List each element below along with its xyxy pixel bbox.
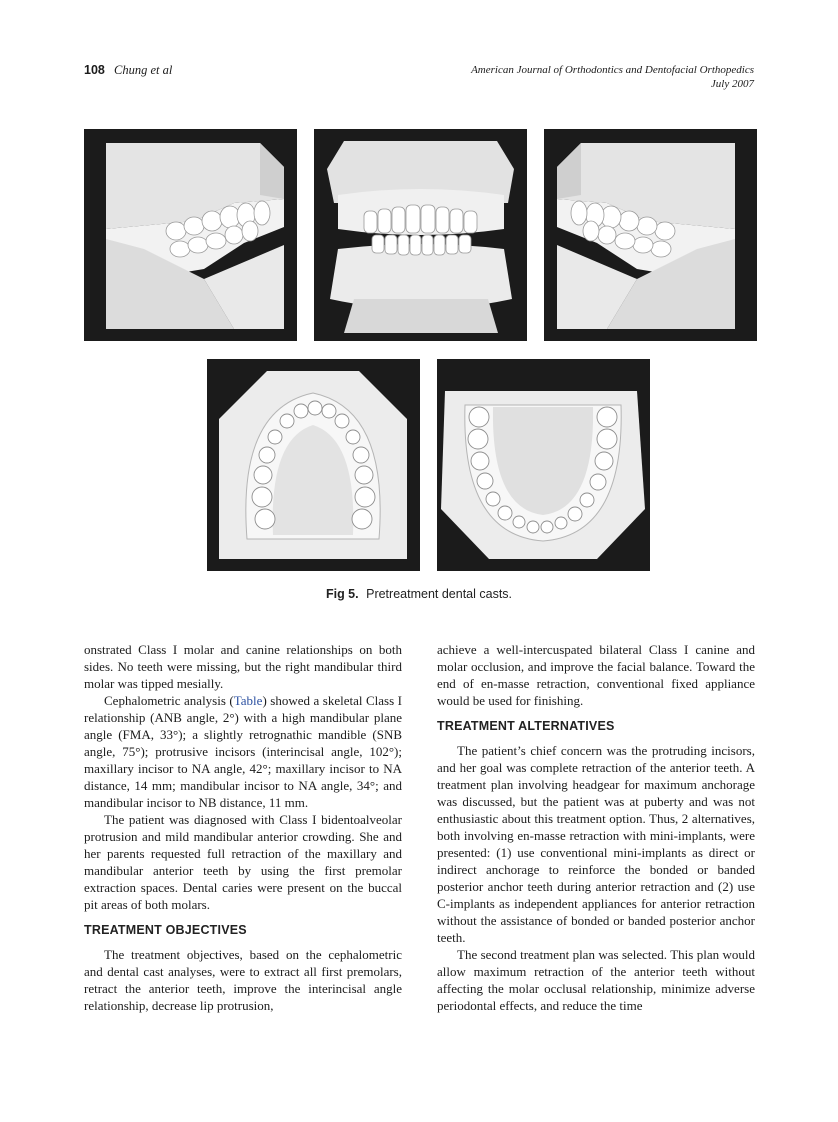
section-heading-objectives: TREATMENT OBJECTIVES	[84, 923, 247, 937]
journal-title: American Journal of Orthodontics and Dentofacial Orthopedics	[471, 64, 754, 76]
paragraph-cephalometric	[84, 692, 402, 811]
paragraph-text: ) showed a skeletal Class I relationship (ANB angle, 2°) with a high mandibular plane angle (FMA, 33°); a slightly retrognathic mandible (SNB angle, 75°); protrusive incisors (interincisal angle, 102°); maxillary incisor to NA angle, 42°; maxillary incisor to NA distance, 14 mm; mandibular incisor to NA angle, 34°; and mandibular incisor to NB distance, 11 mm.	[84, 693, 402, 810]
figure-caption	[0, 587, 838, 601]
left-column	[84, 641, 402, 1014]
cast-photo-left-lateral	[544, 129, 757, 341]
paragraph: onstrated Class I molar and canine relationships on both sides. No teeth were missing, but the right mandibular third molar was tipped mesially.	[84, 642, 402, 691]
figure-caption-text: Pretreatment dental casts.	[366, 587, 513, 601]
paragraph-diagnosis: The patient was diagnosed with Class I bidentoalveolar protrusion and mild mandibular anterior crowding. She and her parents requested full retraction of the maxillary and mandibular anterior teeth by using the first premolar extraction spaces. Dental caries were present on the buccal pit areas of both molars.	[84, 812, 402, 912]
table-link[interactable]: Table	[233, 693, 263, 708]
issue-date: July 2007	[710, 78, 754, 90]
section-heading-alternatives: TREATMENT ALTERNATIVES	[437, 719, 615, 733]
cast-photo-right-lateral	[84, 129, 297, 341]
running-authors: Chung et al	[113, 63, 173, 77]
right-column	[437, 641, 755, 1014]
cast-photo-frontal	[314, 129, 527, 341]
page-number: 108	[84, 63, 105, 77]
cast-photo-maxillary-occlusal	[207, 359, 420, 571]
paragraph-text: Cephalometric analysis (	[104, 693, 234, 708]
paragraph: achieve a well-intercuspated bilateral Class I canine and molar occlusion, and improve the facial balance. Toward the end of en-masse retraction, conventional fixed appliance would be used for finishing.	[437, 642, 755, 708]
cast-photo-mandibular-occlusal	[437, 359, 650, 571]
figure-label: Fig 5.	[325, 587, 359, 601]
paragraph-objectives: The treatment objectives, based on the cephalometric and dental cast analyses, were to extract all first premolars, retract the anterior teeth, improve the interincisal angle relationship, decrease lip protrusion,	[84, 947, 402, 1013]
paragraph-selected-plan: The second treatment plan was selected. This plan would allow maximum retraction of the anterior teeth without affecting the molar occlusal relationship, minimize adverse periodontal effects, and reduce the time	[437, 947, 755, 1013]
paragraph-alternatives: The patient’s chief concern was the protruding incisors, and her goal was complete retraction of the anterior teeth. A treatment plan involving headgear for maximum anchorage was discussed, but the patient was at puberty and was not enthusiastic about this treatment option. Thus, 2 alternatives, both involving en-masse retraction with mini-implants, were presented: (1) use conventional mini-implants as direct or indirect anchorage to reinforce the bonded or banded posterior anchor teeth during anterior retraction and (2) use C-implants as independent appliances for anterior retraction without the assistance of bonded or banded posterior anchor teeth.	[437, 743, 755, 945]
running-header-left	[84, 63, 172, 78]
running-header-right	[471, 63, 754, 91]
